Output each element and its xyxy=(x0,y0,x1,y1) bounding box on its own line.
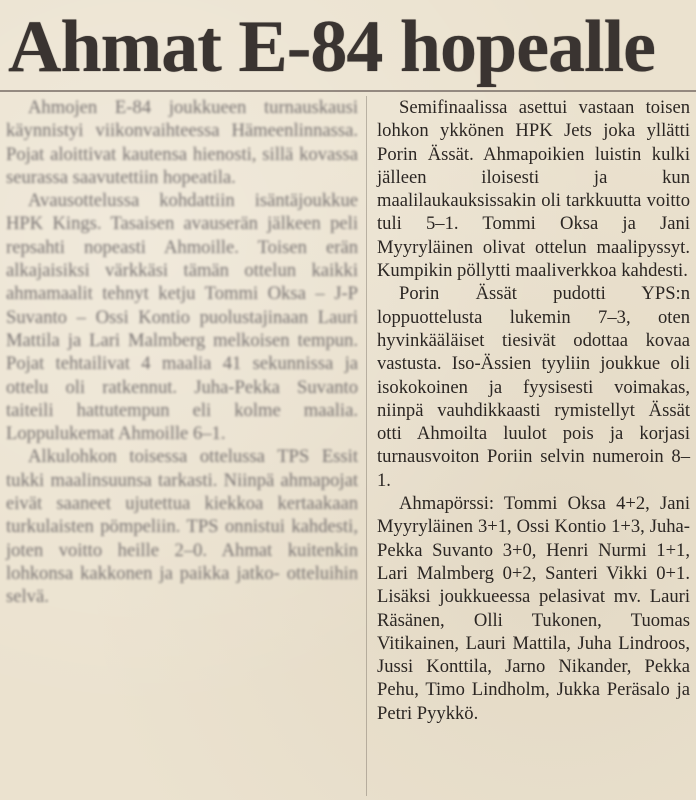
left-column xyxy=(6,96,358,609)
column-divider xyxy=(366,96,367,796)
article-headline: Ahmat E-84 hopealle xyxy=(8,6,655,88)
headline-rule xyxy=(0,90,696,92)
right-column xyxy=(377,96,690,725)
right-paragraph-3: Ahmapörssi: Tommi Oksa 4+2, Jani Myyryläinen 3+1, Ossi Kontio 1+3, Juha-Pekka Suvanto 3+0, Henri Nurmi 1+1, Lari Malmberg 0+2, Santeri Vikki 0+1. Lisäksi joukkueessa pelasivat mv. Lauri Räsänen, Olli Tukonen, Tuomas Vitikainen, Lauri Mattila, Juha Lindroos, Jussi Konttila, Jarno Nikander, Pekka Pehu, Timo Lindholm, Jukka Peräsalo ja Petri Pyykkö. xyxy=(377,493,690,724)
left-paragraph-2: Avausottelussa kohdattiin isäntäjoukkue HPK Kings. Tasaisen avauserän jälkeen peli repsahti nopeasti Ahmoille. Toisen erän alkajaisiksi värkkäsi tämän ottelun kaikki ahmamaalit tehnyt ketju Tommi Oksa – J-P Suvanto – Ossi Kontio puolustajinaan Lauri Mattila ja Lari Malmberg melkoisen tempun. Pojat tehtailivat 4 maalia 41 sekunnissa ja ottelu oli ratkennut. Juha-Pekka Suvanto taiteili hattutempun eli kolme maalia. Loppulukemat Ahmoille 6–1. xyxy=(6,190,358,445)
right-paragraph-2: Porin Ässät pudotti YPS:n loppuottelusta lukemin 7–3, oten hyvinkääläiset tiesivät odottaa kovaa vastusta. Iso-Ässien tyyliin joukkue oli isokokoinen ja fyysisesti voimakas, niinpä vauhdikkaasti rymistellyt Ässät otti Ahmoilta luulot pois ja korjasi turnausvoiton Poriin selvin numeroin 8–1. xyxy=(377,283,690,491)
left-paragraph-3: Alkulohkon toisessa ottelussa TPS Essit tukki maalinsuunsa tarkasti. Niinpä ahmapojat eivät saaneet ujutettua kiekkoa kertaakaan turkulaisten pömpeliin. TPS onnistui kahdesti, joten voitto heille 2–0. Ahmat kuitenkin lohkonsa kakkonen ja paikka jatko- otteluihin selvä. xyxy=(6,446,358,608)
right-paragraph-1: Semifinaalissa asettui vastaan toisen lohkon ykkönen HPK Jets joka yllätti Porin Ässät. Ahmapoikien luistin kulki jälleen iloisesti ja kun maalilaukauksissakin oli tarkkuutta voitto tuli 5–1. Tommi Oksa ja Jani Myyryläinen olivat ottelun maalipyssyt. Kumpikin pöllytti maaliverkkoa kahdesti. xyxy=(377,97,690,282)
left-paragraph-1: Ahmojen E-84 joukkueen turnauskausi käynnistyi viikonvaihteessa Hämeenlinnassa. Pojat aloittivat kautensa hienosti, sillä kovassa seurassa saavutettiin hopeatila. xyxy=(6,97,358,188)
